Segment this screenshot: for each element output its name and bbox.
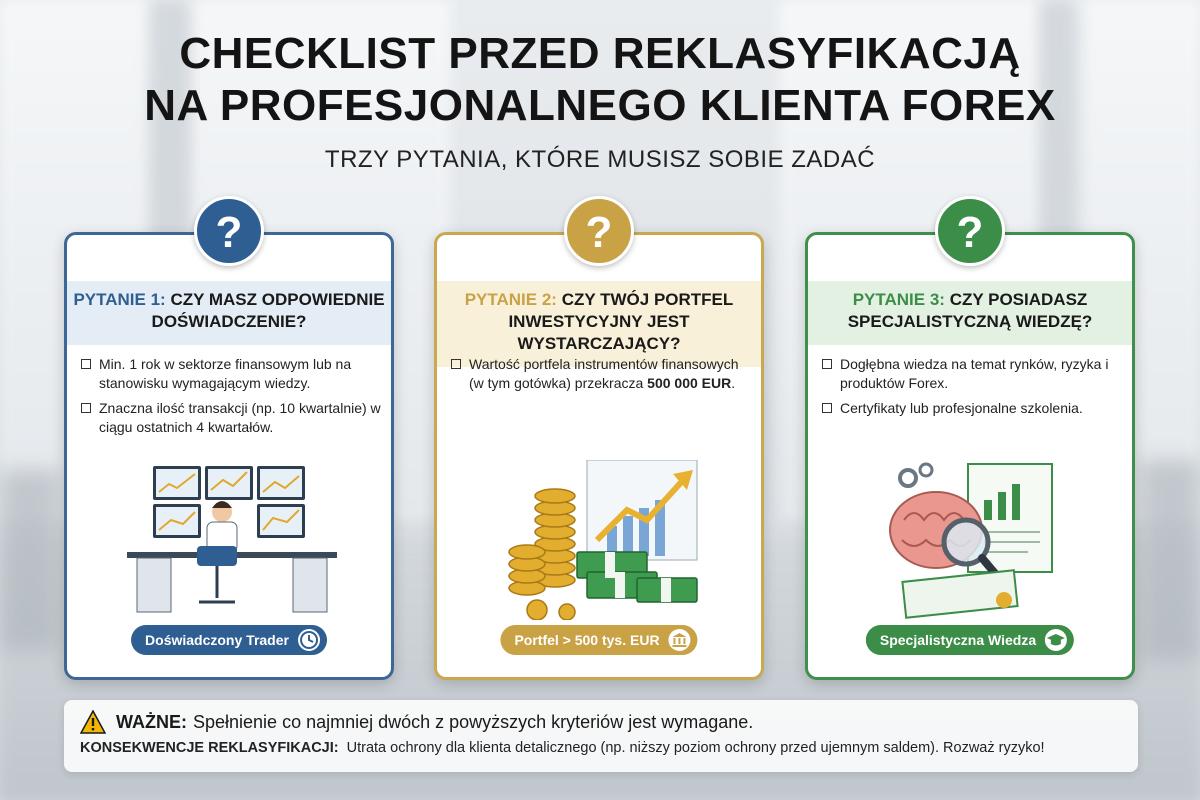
question-icon: ?	[935, 196, 1005, 266]
graduation-cap-icon	[1044, 628, 1068, 652]
experienced-trader-badge: Doświadczony Trader	[131, 625, 327, 655]
clock-icon	[297, 628, 321, 652]
warning-icon	[80, 710, 106, 734]
checkbox-icon	[81, 359, 91, 369]
consequences-line: KONSEKWENCJE REKLASYFIKACJI: Utrata ochrony dla klienta detalicznego (np. niższy poziom ochrony przed ujemnym saldem). Rozważ ryzyko!	[80, 740, 1045, 756]
checkbox-icon	[81, 403, 91, 413]
important-line: WAŻNE: Spełnienie co najmniej dwóch z powyższych kryteriów jest wymagane.	[80, 708, 1122, 736]
card-heading: PYTANIE 3: CZY POSIADASZ SPECJALISTYCZNĄ WIEDZĘ?	[808, 281, 1132, 345]
checklist	[451, 355, 751, 399]
bank-icon	[668, 628, 692, 652]
checklist	[81, 355, 381, 443]
checklist	[822, 355, 1122, 424]
checkbox-icon	[451, 359, 461, 369]
important-note	[64, 700, 1138, 772]
question-icon: ?	[194, 196, 264, 266]
checklist-item: Wartość portfela instrumentów finansowych (w tym gotówka) przekracza 500 000 EUR.	[451, 355, 751, 393]
checkbox-icon	[822, 359, 832, 369]
card-heading: PYTANIE 2: CZY TWÓJ PORTFEL INWESTYCYJNY JEST WYSTARCZAJĄCY?	[437, 281, 761, 367]
portfolio-badge: Portfel > 500 tys. EUR	[500, 625, 697, 655]
question-icon: ?	[564, 196, 634, 266]
knowledge-badge: Specjalistyczna Wiedza	[866, 625, 1074, 655]
checklist-item: Certyfikaty lub profesjonalne szkolenia.	[822, 399, 1122, 418]
card-portfolio	[434, 232, 764, 680]
page-title: CHECKLIST PRZED REKLASYFIKACJĄ NA PROFESJONALNEGO KLIENTA FOREX	[144, 29, 1056, 130]
knowledge-illustration	[808, 460, 1138, 620]
checklist-item: Dogłębna wiedza na temat rynków, ryzyka i produktów Forex.	[822, 355, 1122, 393]
checkbox-icon	[822, 403, 832, 413]
trader-illustration	[67, 460, 397, 620]
card-experience	[64, 232, 394, 680]
page-subtitle: TRZY PYTANIA, KTÓRE MUSISZ SOBIE ZADAĆ	[324, 146, 876, 173]
card-heading: PYTANIE 1: CZY MASZ ODPOWIEDNIE DOŚWIADCZENIE?	[67, 281, 391, 345]
money-growth-illustration	[437, 460, 767, 620]
checklist-item: Min. 1 rok w sektorze finansowym lub na stanowisku wymagającym wiedzy.	[81, 355, 381, 393]
checklist-item: Znaczna ilość transakcji (np. 10 kwartalnie) w ciągu ostatnich 4 kwartałów.	[81, 399, 381, 437]
card-knowledge	[805, 232, 1135, 680]
